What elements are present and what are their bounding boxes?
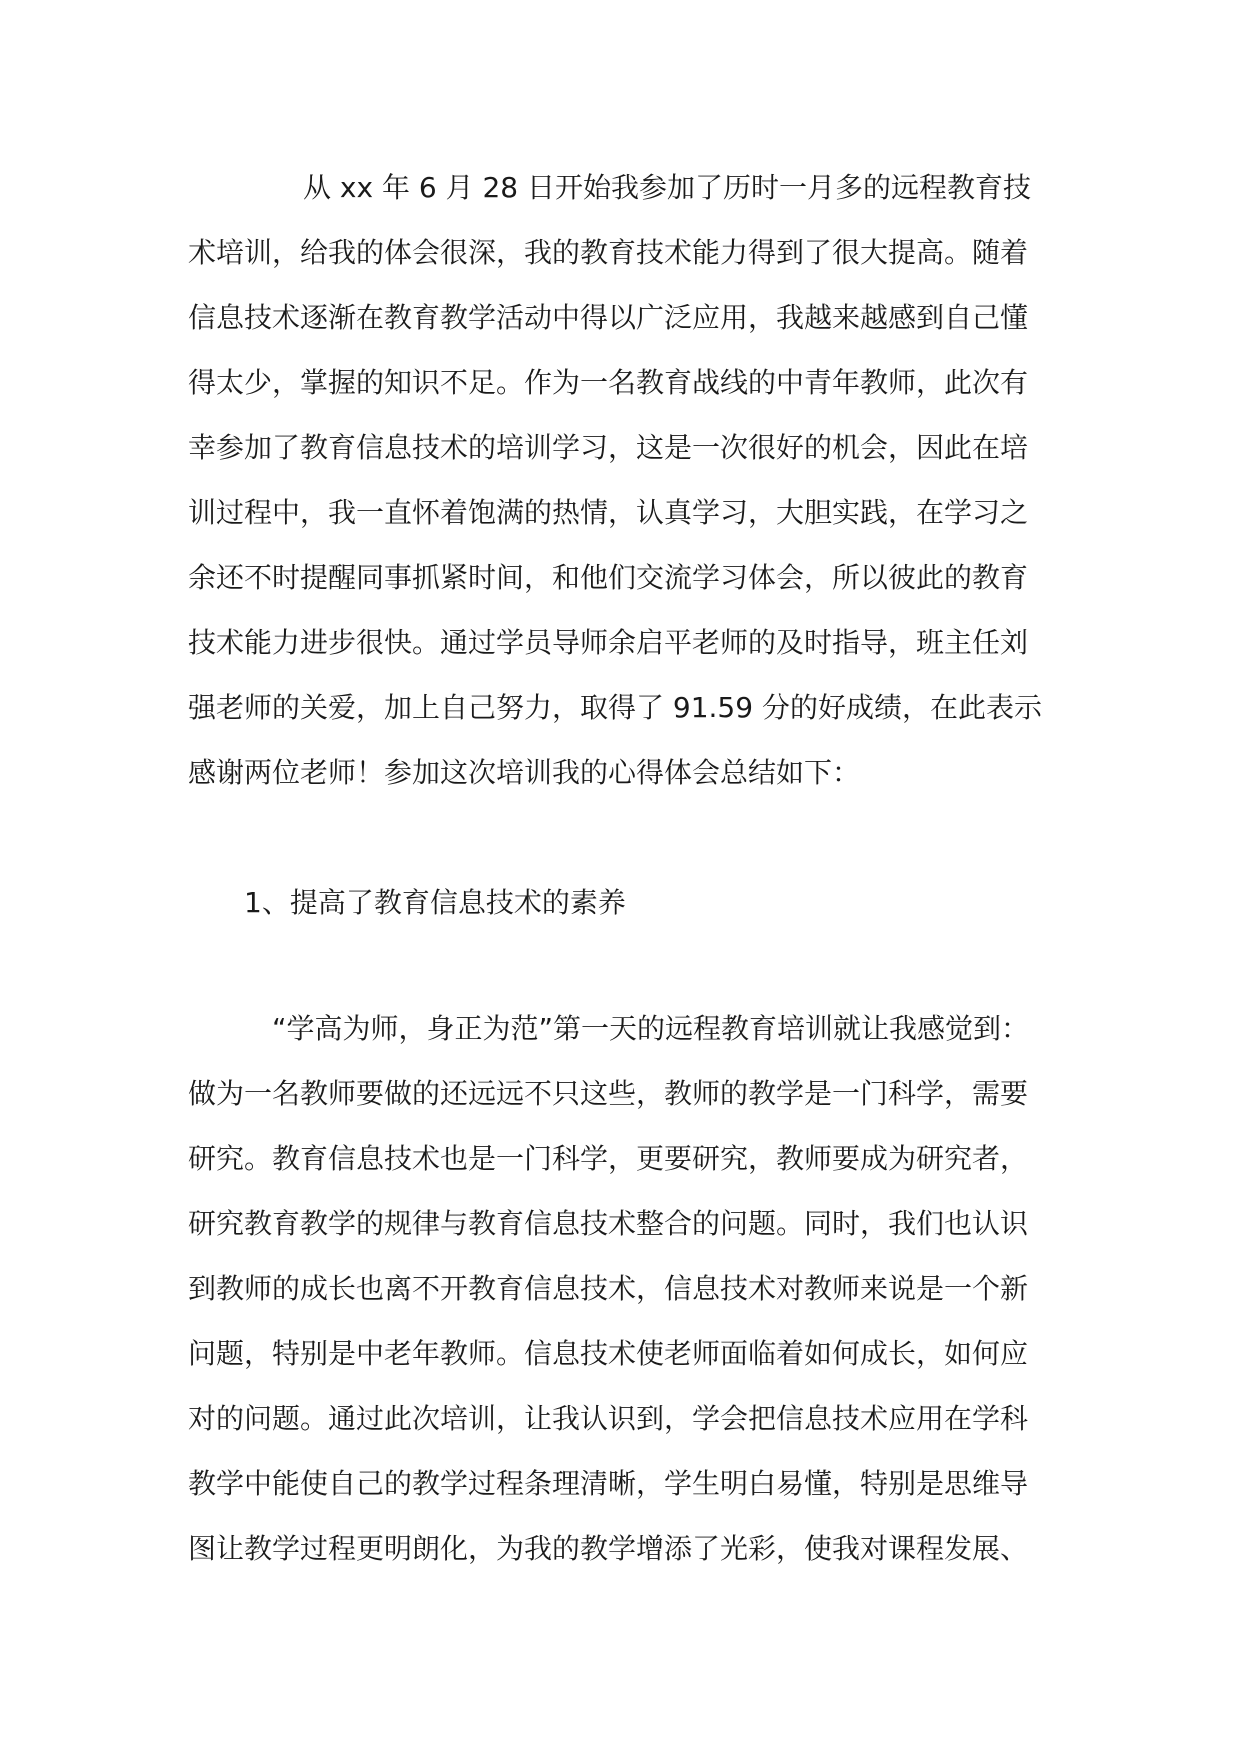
text-line: 图让教学过程更明朗化，为我的教学增添了光彩，使我对课程发展、 [188, 1532, 1029, 1565]
section-heading: 1、提高了教育信息技术的素养 [244, 886, 626, 919]
text-line: 到教师的成长也离不开教育信息技术，信息技术对教师来说是一个新 [188, 1272, 1029, 1305]
text-line: 术培训，给我的体会很深，我的教育技术能力得到了很大提高。随着 [188, 236, 1029, 269]
text-line: 对的问题。通过此次培训，让我认识到，学会把信息技术应用在学科 [188, 1402, 1029, 1435]
text-line: 得太少，掌握的知识不足。作为一名教育战线的中青年教师，此次有 [188, 366, 1029, 399]
text-line: 问题，特别是中老年教师。信息技术使老师面临着如何成长，如何应 [188, 1337, 1029, 1370]
paragraph-intro [188, 155, 1088, 805]
paragraph-section-1 [188, 996, 1088, 1581]
text-line: 研究教育教学的规律与教育信息技术整合的问题。同时，我们也认识 [188, 1207, 1029, 1240]
text-line: 做为一名教师要做的还远远不只这些，教师的教学是一门科学，需要 [188, 1077, 1029, 1110]
text-line: “学高为师，身正为范”第一天的远程教育培训就让我感觉到： [272, 1012, 1030, 1045]
text-line: 教学中能使自己的教学过程条理清晰，学生明白易懂，特别是思维导 [188, 1467, 1029, 1500]
text-line: 从 xx 年 6 月 28 日开始我参加了历时一月多的远程教育技 [303, 171, 1031, 204]
text-line: 幸参加了教育信息技术的培训学习，这是一次很好的机会，因此在培 [188, 431, 1029, 464]
text-line: 余还不时提醒同事抓紧时间，和他们交流学习体会，所以彼此的教育 [188, 561, 1029, 594]
text-line: 强老师的关爱，加上自己努力，取得了 91.59 分的好成绩，在此表示 [188, 691, 1042, 724]
text-line: 信息技术逐渐在教育教学活动中得以广泛应用，我越来越感到自己懂 [188, 301, 1029, 334]
text-line: 感谢两位老师！参加这次培训我的心得体会总结如下： [188, 756, 861, 789]
text-line: 研究。教育信息技术也是一门科学，更要研究，教师要成为研究者， [188, 1142, 1029, 1175]
text-line: 技术能力进步很快。通过学员导师余启平老师的及时指导，班主任刘 [188, 626, 1029, 659]
text-line: 训过程中，我一直怀着饱满的热情，认真学习，大胆实践，在学习之 [188, 496, 1029, 529]
